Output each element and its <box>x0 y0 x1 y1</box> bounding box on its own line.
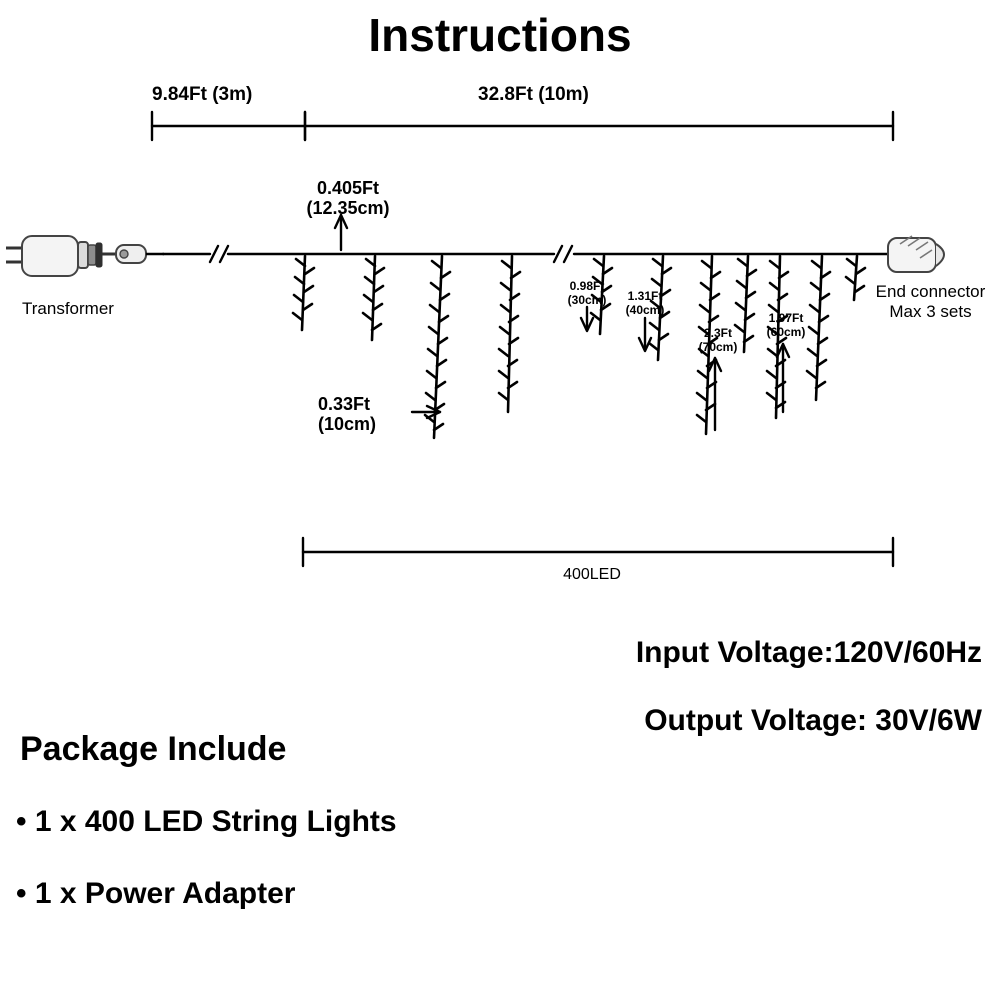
icicle-strand-9 <box>767 256 788 418</box>
led-count-label: 400LED <box>563 566 621 583</box>
input-voltage-spec: Input Voltage:120V/60Hz <box>635 636 982 669</box>
drop-label-30cm-line1: 0.98Ft <box>569 279 605 293</box>
wire-break-right <box>554 246 572 262</box>
icicle-strands <box>293 256 865 438</box>
drop-label-30cm-line2: (30cm) <box>567 292 607 307</box>
drop-label-40cm-line2: (40cm) <box>625 302 665 317</box>
icicle-strand-6 <box>649 256 671 360</box>
icicle-strand-10 <box>807 256 830 400</box>
drop-arrow-30cm <box>581 307 593 331</box>
icicle-strand-2 <box>363 256 384 340</box>
drop-label-10cm-line2: (10cm) <box>318 414 377 435</box>
package-include-heading: Package Include <box>20 730 287 768</box>
dimension-bar-400led <box>303 538 893 566</box>
icicle-strand-1 <box>293 256 314 330</box>
drop-label-70cm-line1: 2.3Ft <box>703 326 732 340</box>
transformer-label: Transformer <box>22 299 114 318</box>
icicle-strand-7 <box>697 256 720 434</box>
spacing-arrow <box>335 215 347 250</box>
spacing-label-line1: 0.405Ft <box>316 178 380 198</box>
drop-arrow-70cm <box>709 358 721 430</box>
spacing-label-line2: (12.35cm) <box>306 198 390 219</box>
end-connector-icon <box>888 236 944 272</box>
dimension-label-10m: 32.8Ft (10m) <box>478 84 589 105</box>
dimension-label-3m: 9.84Ft (3m) <box>152 84 253 105</box>
drop-label-70cm-line2: (70cm) <box>698 339 738 354</box>
transformer-icon <box>6 236 164 276</box>
drop-label-60cm-line1: 1.97Ft <box>768 311 804 325</box>
package-item-1: • 1 x 400 LED String Lights <box>16 805 397 838</box>
drop-label-40cm-line1: 1.31Ft <box>627 289 663 303</box>
dimension-bar-10m <box>305 112 893 140</box>
output-voltage-spec: Output Voltage: 30V/6W <box>644 704 982 737</box>
page-title: Instructions <box>368 9 632 61</box>
icicle-strand-11 <box>846 256 865 300</box>
icicle-strand-8 <box>735 256 756 352</box>
drop-label-10cm-line1: 0.33Ft <box>318 394 371 414</box>
end-connector-label-line1: End connector <box>875 282 986 301</box>
dimension-bar-3m <box>152 112 305 140</box>
wire-break-left <box>210 246 228 262</box>
end-connector-label-line2: Max 3 sets <box>889 302 972 321</box>
drop-label-60cm-line2: (60cm) <box>766 324 806 339</box>
package-item-2: • 1 x Power Adapter <box>16 877 296 910</box>
icicle-strand-4 <box>499 256 520 412</box>
icicle-strand-5 <box>591 256 612 334</box>
